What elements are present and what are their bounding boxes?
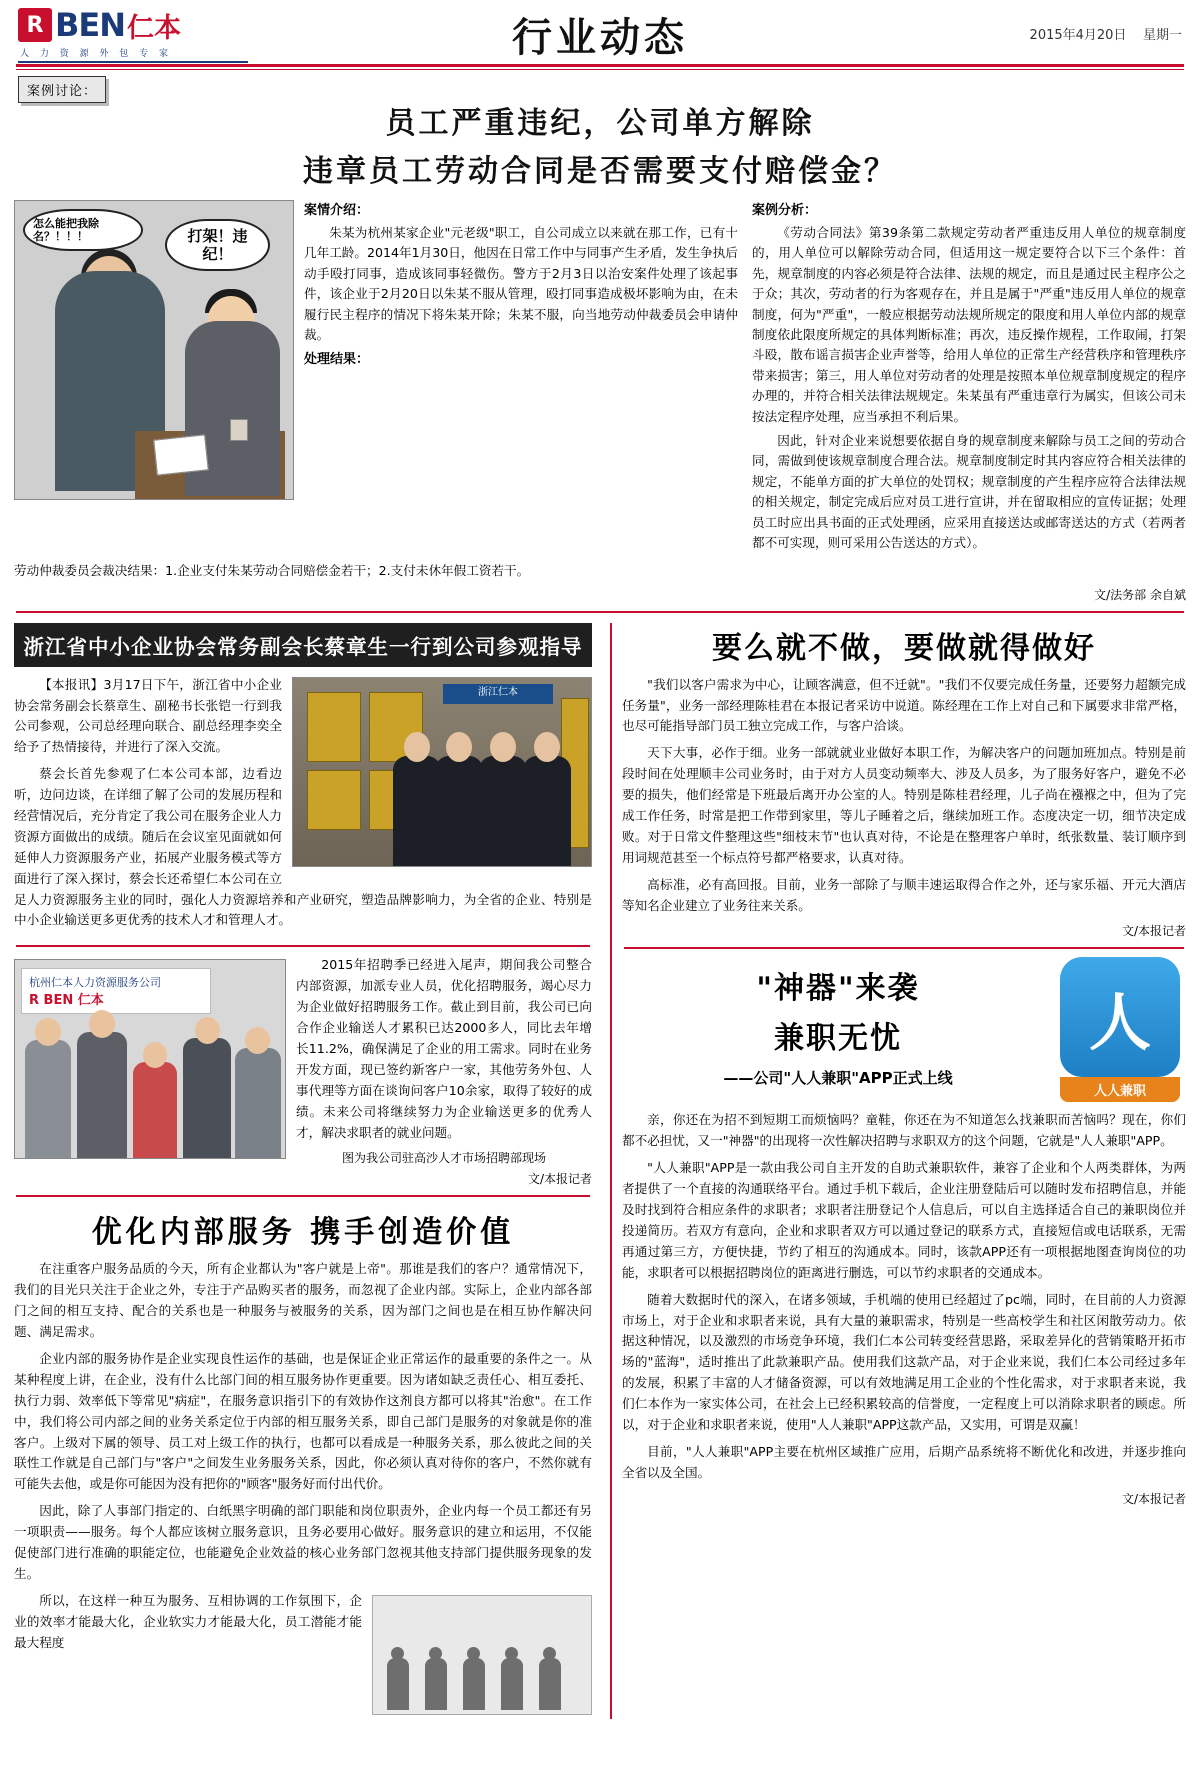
article-headline-quality: 要么就不做，要做就得做好 xyxy=(712,630,1096,666)
illustration-person-head xyxy=(391,1647,404,1660)
logo xyxy=(18,6,268,63)
app-icon-label: 人人兼职 xyxy=(1060,1077,1180,1102)
article-quality-byline: 文/本报记者 xyxy=(1121,924,1187,939)
photo-person-head xyxy=(404,732,430,762)
photo-person xyxy=(435,756,483,866)
issue-date xyxy=(932,24,1182,45)
app-title-line1: "神器"来袭 xyxy=(756,971,920,1007)
article-quality-p1: "我们以客户需求为中心，让顾客满意，但不迁就"。"我们不仅要完成任务量，还要努力超额完成任务量"，业务一部经理陈桂君在本报记者采访中说道。陈经理在工作上对自己和下属要求非常严格，也尽可能指导部门员工独立完成工作，与客户洽谈。 xyxy=(621,676,1187,734)
article-headline-value: 优化内部服务 携手创造价值 xyxy=(91,1215,515,1251)
recruit-banner-logo: R BEN 仁本 xyxy=(29,993,104,1009)
case-column-analysis xyxy=(752,200,1186,557)
article-visit-p1: 【本报讯】3月17日下午，浙江省中小企业协会常务副会长蔡章生、副秘书长张铠一行到我公司参观，公司总经理向联合、副总经理李奕全给予了热情接待，并进行了深入交流。 xyxy=(14,676,282,755)
case-intro-heading: 案情介绍： xyxy=(304,203,370,218)
case-analysis-heading: 案例分析： xyxy=(752,203,818,218)
app-promo-header xyxy=(622,957,1186,1102)
logo-text: BEN xyxy=(55,6,126,44)
photo-person xyxy=(25,1040,71,1158)
article-recruitment-byline: 文/本报记者 xyxy=(527,1172,592,1187)
article-value-p1: 在注重客户服务品质的今天，所有企业都认为"客户就是上帝"。那谁是我们的客户？通常情况下，我们的目光只关注于企业之外，专注于产品购买者的服务，而忽视了企业内部。实际上，企业内部各部门之间的相互支持、配合的关系也是一种服务与被服务的关系，因为部门之间也是在相互协作解决问题、满足需求。 xyxy=(14,1261,592,1340)
group-photo xyxy=(292,677,592,867)
illustration-person-head xyxy=(505,1647,518,1660)
wall-plaque xyxy=(307,770,361,830)
illustration-person-head xyxy=(467,1647,480,1660)
case-intro-body: 朱某为杭州某家企业"元老级"职工，自公司成立以来就在那工作，已有十几年工龄。2014年1月30日，他因在日常工作中与同事产生矛盾，发生争执后动手殴打同事，造成该同事轻微伤。警方于2月3日以治安案件处理了该起事件，该企业于2月20日以朱某不服从管理，殴打同事造成极坏影响为由，在未履行民主程序的情况下将朱某开除；朱某不服，向当地劳动仲裁委员会申请仲裁。 xyxy=(304,225,738,342)
illustration-person-head xyxy=(543,1647,556,1660)
issue-weekday: 星期一 xyxy=(1142,27,1182,43)
section-divider xyxy=(16,611,1184,613)
photo-person-head xyxy=(446,732,472,762)
case-cartoon-illustration xyxy=(14,200,294,500)
page-title: 行业动态 xyxy=(512,13,688,61)
left-column xyxy=(14,623,604,1719)
case-tag: 案例讨论： xyxy=(18,76,106,103)
case-analysis-p2: 因此，针对企业来说想要依据自身的规章制度来解除与员工之间的劳动合同，需做到使该规章制度合理合法。规章制度制定时其内容应符合相关法律的规定，不能单方面的扩大单位的处罚权；规章制度的产生程序应符合法律法规的相关规定，制定完成后应对员工进行宣讲，并在留取相应的宣传证据；处理员工时应出具书面的正式处理函，应采用直接送达或邮寄送达的方式（若两者都不可实现，则可采用公告送达的方式）。 xyxy=(752,432,1186,550)
photo-person xyxy=(235,1048,281,1158)
photo-person xyxy=(393,756,441,866)
case-text-columns xyxy=(304,200,1186,557)
illustration-person-head xyxy=(429,1647,442,1660)
case-body xyxy=(14,200,1186,557)
photo-person xyxy=(523,756,571,866)
article-body-app xyxy=(622,1110,1186,1483)
photo-person xyxy=(133,1062,177,1158)
photo-person-head xyxy=(534,732,560,762)
recruit-banner-company: 杭州仁本人力资源服务公司 xyxy=(29,976,161,990)
cartoon-cup xyxy=(230,419,248,441)
left-divider-1 xyxy=(16,945,590,947)
article-app-p3: 随着大数据时代的深入，在诸多领域，手机端的使用已经超过了pc端，同时，在目前的人力资源市场上，对于企业和求职者来说，具有大量的兼职需求，特别是一些高校学生和社区闲散劳动力。依据这种情况，以及激烈的市场竞争环境，我们仁本公司转变经营思路，采取差异化的营销策略开拓市场的"蓝海"，适时推出了此款兼职产品。使用我们这款产品，对于企业来说，我们仁本公司经过多年的发展，积累了丰富的人才储备资源，可以有效地满足用工企业的个性化需求，对于求职者来说，我们仁本作为一家实体公司，在社会上已经积累较高的信誉度，一定程度上可以消除求职者的顾虑。所以，对于企业和求职者来说，使用"人人兼职"APP这款产品，又实用，可谓是双赢！ xyxy=(621,1291,1187,1432)
app-icon xyxy=(1060,957,1180,1077)
article-headline-visit: 浙江省中小企业协会常务副会长蔡章生一行到公司参观指导 xyxy=(14,623,592,667)
photo-person-head xyxy=(490,732,516,762)
photo-person xyxy=(479,756,527,866)
case-tag-row xyxy=(14,76,1186,102)
teamwork-illustration xyxy=(372,1595,592,1715)
article-body-quality xyxy=(622,675,1186,917)
masthead-rule-thick xyxy=(16,64,1184,67)
right-divider-1 xyxy=(624,947,1184,949)
article-value-p4: 所以，在这样一种互为服务、互相协调的工作氛围下，企业的效率才能最大化，企业软实力才能最大化，员工潜能才能最大程度 xyxy=(14,1592,362,1650)
photo-person xyxy=(183,1038,231,1158)
case-byline: 文/法务部 余自斌 xyxy=(1094,587,1186,602)
article-value-p2: 企业内部的服务协作是企业实现良性运作的基础，也是保证企业正常运作的最重要的条件之一。从某种程度上讲，在企业，没有什么比部门间的相互服务协作更重要。因为诸如缺乏责任心、相互委托、执行力弱、效率低下等常见"病症"，在服务意识指引下的有效协作这剂良方都可以将其"治愈"。在工作中，我们将公司内部之间的业务关系定位于内部的相互服务关系，即自己部门是服务的对象就是你的准客户。上级对下属的领导、员工对上级工作的执行，也都可以看成是一种服务关系，那么彼此之间的关联性工作就是自己部门与"客户"之间发生业务服务关系，因此，你必须认真对待你的客户，不然你就有可能失去他，或是你可能因为没有把你的"顾客"服务好而付出代价。 xyxy=(14,1350,592,1492)
article-body-recruitment xyxy=(14,955,592,1143)
recruitment-photo xyxy=(14,959,286,1159)
cartoon-speech-bubble-1: 怎么能把我除名？！！！ xyxy=(23,209,143,251)
photo-person xyxy=(77,1032,127,1158)
case-result-body: 劳动仲裁委员会裁决结果：1.企业支付朱某劳动合同赔偿金若干；2.支付未休年假工资若干。 xyxy=(14,563,530,579)
article-quality-p2: 天下大事，必作于细。业务一部就就业业做好本职工作，为解决客户的问题加班加点。特别是前段时间在处理顺丰公司业务时，由于对方人员变动频率大、涉及人员多，为了服务好客户，避免不必要的损失，他们经常是下班最后离开办公室的人。特别是陈桂君经理，儿子尚在襁褓之中，但为了完成工作任务，时常是把工作带到家里，等儿子睡着之后，继续加班工作。态度决定一切，细节决定成败。对于日常文件整理这些"细枝末节"也认真对待，不论是在整理客户单时，纸张数量、装订顺序到用词规范甚至一个标点符号都严格要求，认真对待。 xyxy=(621,745,1187,865)
article-value-p3: 因此，除了人事部门指定的、白纸黑字明确的部门职能和岗位职责外，企业内每一个员工都还有另一项职责——服务。每个人都应该树立服务意识，且务必要用心做好。服务意识的建立和运用，不仅能促使部门进行准确的职能定位，也能避免企业效益的核心业务部门忽视其他支持部门提供服务现象的发生。 xyxy=(14,1503,592,1581)
app-promo-title xyxy=(622,957,1054,1088)
article-app-p4: 目前，"人人兼职"APP主要在杭州区域推广应用，后期产品系统将不断优化和改进，并逐步推向全省以及全国。 xyxy=(621,1443,1187,1480)
app-icon-glyph: 人 xyxy=(1089,985,1152,1059)
case-headline xyxy=(14,98,1186,190)
photo-banner-text: 浙江仁本 xyxy=(443,684,553,704)
recruitment-photo-caption: 图为我公司驻高沙人才市场招聘部现场 xyxy=(341,1151,546,1166)
right-column xyxy=(618,623,1186,1719)
left-divider-2 xyxy=(16,1195,590,1197)
logo-tagline: 人 力 资 源 外 包 专 家 xyxy=(20,48,173,59)
case-headline-line1: 员工严重违纪，公司单方解除 xyxy=(385,106,815,141)
article-quality-p3: 高标准，必有高回报。目前，业务一部除了与顺丰速运取得合作之外，还与家乐福、开元大酒店等知名企业建立了业务往来关系。 xyxy=(621,876,1187,913)
case-result-heading: 处理结果： xyxy=(304,352,370,368)
app-title-line2: 兼职无忧 xyxy=(774,1021,902,1057)
column-divider xyxy=(610,623,612,1719)
case-column-intro xyxy=(304,200,738,557)
illustration-person xyxy=(425,1658,447,1710)
illustration-person xyxy=(387,1658,409,1710)
article-body-visit xyxy=(14,675,592,932)
cartoon-document xyxy=(153,434,208,475)
article-recruitment-p1: 2015年招聘季已经进入尾声，期间我公司整合内部资源，加派专业人员，优化招聘服务，竭心尽力为企业做好招聘服务工作。截止到目前，我公司已向合作企业输送人才累积已达2000多人，同比去年增长11.2%，确保满足了企业的用工需求。同时在业务开发方面，现已签约新客户一家，其他劳务外包、人事代理等方面在谈询问客户10余家，取得了较好的成绩。未来公司将继续努力为企业输送更多的优秀人才，解决求职者的就业问题。 xyxy=(296,957,592,1140)
illustration-person xyxy=(501,1658,523,1710)
app-icon-wrap xyxy=(1054,957,1186,1102)
app-subtitle: ——公司"人人兼职"APP正式上线 xyxy=(723,1069,953,1088)
illustration-person xyxy=(539,1658,561,1710)
main-content xyxy=(14,623,1186,1719)
logo-chinese-name: 仁本 xyxy=(127,12,182,44)
case-headline-line2: 违章员工劳动合同是否需要支付赔偿金？ xyxy=(303,154,897,189)
cartoon-speech-bubble-2: 打架！违纪！ xyxy=(165,219,270,271)
article-body-value xyxy=(14,1259,592,1653)
masthead xyxy=(14,0,1186,62)
logo-underline xyxy=(18,61,248,63)
case-analysis-p1: 《劳动合同法》第39条第二款规定劳动者严重违反用人单位的规章制度的，用人单位可以解除劳动合同，但适用这一规定要符合以下三个条件：首先，规章制度的内容必须是符合法律、法规的规定，而且是通过民主程序公之于众；其次，劳动者的行为客观存在，并且是属于"严重"违反用人单位的规章制度，何为"严重"，一般应根据劳动法规所规定的限度和用人单位内部的规章制度依此限度所规定的具体判断标准；再次，违反操作规程，工作取闹，打架斗殴，散布谣言损害企业声誉等，给用人单位的正常生产经营秩序和管理秩序带来损害；第三，用人单位对劳动者的处理是按照本单位规章制度规定的程序办理的，并符合相关法律法规规定。朱某虽有严重违章行为属实，但该公司未按法定程序处理，应当承担不利后果。 xyxy=(752,225,1186,424)
logo-mark: R xyxy=(18,8,52,42)
issue-date-value: 2015年4月20日 xyxy=(1029,27,1127,43)
wall-plaque xyxy=(307,692,361,762)
article-app-p1: 亲，你还在为招不到短期工而烦恼吗？童鞋，你还在为不知道怎么找兼职而苦恼吗？现在，你们都不必担忧，又一"神器"的出现将一次性解决招聘与求职双方的这个问题，它就是"人人兼职"APP。 xyxy=(621,1112,1187,1149)
masthead-rule-thin xyxy=(16,69,1184,70)
article-visit-p2: 蔡会长首先参观了仁本公司本部，边看边听，边问边谈，在详细了解了公司的发展历程和经营情况后，充分肯定了我公司在服务企业人力资源方面做出的成绩。随后在会议室见面就如何延伸人力资源服务产业，拓展产业服务模式等方面进行了深入探讨，蔡会长还希望仁本公司在立足人力资源服务主业的同时，强化人力资源培养和产业研究，塑造品牌影响力，为全省的企业、特别是中小企业输送更多更优秀的技术人才和管理人才。 xyxy=(14,766,592,928)
article-app-p2: "人人兼职"APP是一款由我公司自主开发的自助式兼职软件，兼容了企业和个人两类群体，为两者提供了一个直接的沟通联络平台。通过手机下载后，企业注册登陆后可以随时发布招聘信息，并能及时找到符合相应条件的求职者；求职者注册登记个人信息后，可以自主选择适合自己的兼职岗位并投递简历。若双方有意向，企业和求职者双方可以通过登记的联系方式，直接短信或电话联系，无需再通过第三方，方便快捷，节约了相互的沟通成本。同时，该款APP还有一项根据地图查询岗位的功能，求职者可以根据招聘岗位的距离进行删选，可以节约求职者的交通成本。 xyxy=(621,1160,1187,1280)
illustration-person xyxy=(463,1658,485,1710)
article-app-byline: 文/本报记者 xyxy=(1121,1491,1187,1506)
